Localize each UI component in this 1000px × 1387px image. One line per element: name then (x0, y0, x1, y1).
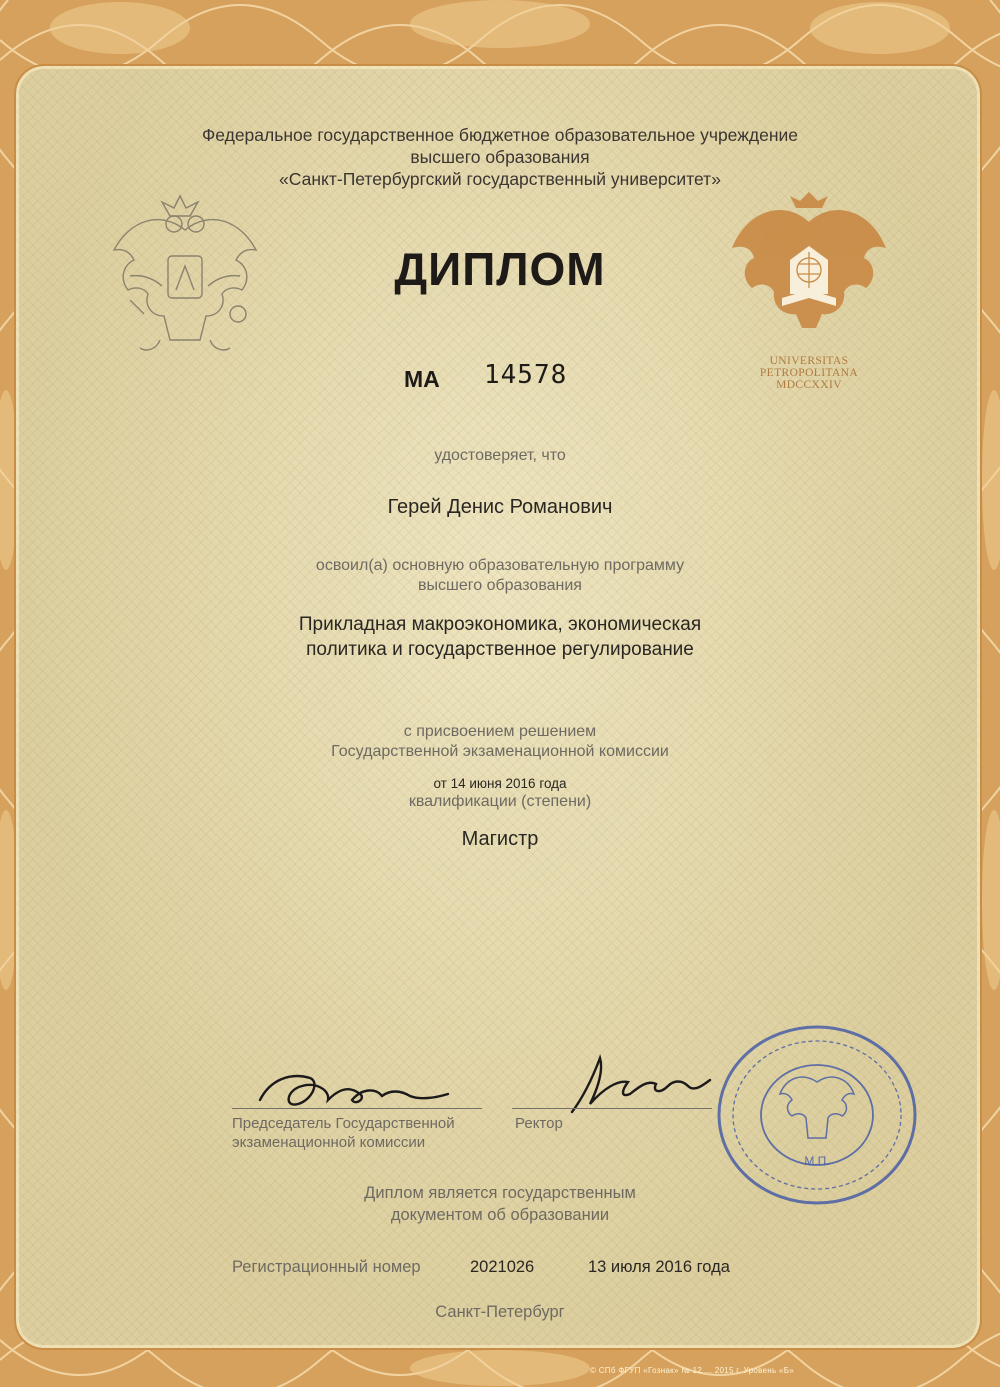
motto-line-3: MDCCXXIV (776, 379, 842, 391)
program-intro-line-2: высшего образования (418, 577, 582, 594)
certifies-text: удостоверяет, что (434, 447, 566, 464)
chair-signature-line (232, 1108, 482, 1109)
motto-line-1: UNIVERSITAS (769, 355, 849, 367)
university-emblem-motto (724, 355, 894, 391)
program-intro-line-1: освоил(а) основную образовательную программу (315, 557, 685, 574)
registration-label: Регистрационный номер (232, 1258, 421, 1276)
rector-caption: Ректор (515, 1115, 563, 1132)
rector-signature-line (512, 1108, 712, 1109)
award-line-3: квалификации (степени) (408, 793, 592, 810)
printer-note: © СПб ФГУП «Гознак» № 12 ... 2015 г. Уровень «Б» (590, 1366, 795, 1375)
document-title: ДИПЛОМ (394, 243, 606, 295)
registration-number: 2021026 (470, 1258, 535, 1276)
status-line-1: Диплом является государственным (364, 1184, 636, 1202)
program-name (0, 612, 1000, 662)
diploma-number: 14578 (484, 360, 568, 390)
institution-header (0, 124, 1000, 190)
issue-city: Санкт-Петербург (435, 1303, 565, 1321)
program-intro (0, 556, 1000, 596)
graduate-name: Герей Денис Романович (387, 496, 613, 518)
award-line-2: Государственной экзаменационной комиссии (331, 743, 669, 760)
chair-caption (232, 1114, 455, 1152)
program-line-2: политика и государственное регулирование (306, 639, 694, 660)
award-line-1: с присвоением решением (403, 723, 597, 740)
status-line-2: документом об образовании (390, 1206, 610, 1224)
award-text (0, 722, 1000, 762)
status-text (0, 1182, 1000, 1226)
institution-line-2: высшего образования (410, 147, 590, 167)
qualification: Магистр (461, 828, 539, 850)
stamp-mark: М.П. (804, 1154, 830, 1168)
registration-date: 13 июля 2016 года (588, 1258, 730, 1276)
award-date: от 14 июня 2016 года (433, 776, 567, 791)
chair-caption-line-2: экзаменационной комиссии (232, 1134, 426, 1151)
institution-line-1: Федеральное государственное бюджетное образовательное учреждение (201, 125, 799, 145)
motto-line-2: PETROPOLITANA (759, 367, 859, 379)
institution-line-3: «Санкт-Петербургский государственный университет» (279, 169, 721, 189)
chair-signature (250, 1060, 460, 1120)
rector-signature (560, 1046, 720, 1126)
chair-caption-line-1: Председатель Государственной (232, 1115, 455, 1132)
diploma-series: МА (404, 366, 440, 392)
program-line-1: Прикладная макроэкономика, экономическая (298, 614, 702, 635)
